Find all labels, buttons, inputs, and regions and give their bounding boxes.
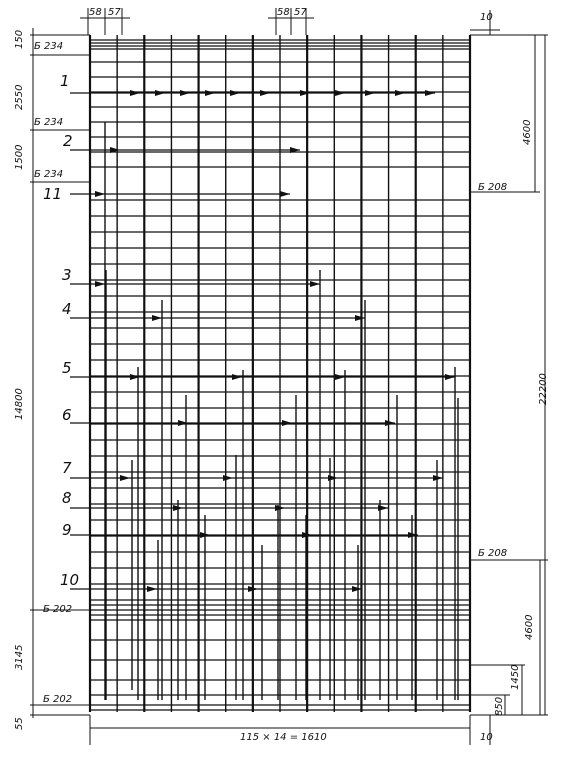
arrowhead <box>223 475 233 481</box>
callout-11: 11 <box>43 185 63 203</box>
arrowhead <box>230 90 240 96</box>
callout-4: 4 <box>62 300 72 318</box>
dim-left-1500: 1500 <box>14 144 25 170</box>
arrowhead <box>395 90 405 96</box>
dim-right-4600-bottom: 4600 <box>524 614 535 640</box>
arrowhead <box>95 281 105 287</box>
callout-2: 2 <box>63 132 73 150</box>
arrowhead <box>205 90 215 96</box>
callout-7: 7 <box>62 459 72 477</box>
arrowhead <box>120 475 130 481</box>
mark-b202-1: Б 202 <box>43 604 73 615</box>
arrowhead <box>147 586 157 592</box>
arrowhead <box>180 90 190 96</box>
mark-b208-2: Б 208 <box>478 548 508 559</box>
callout-10: 10 <box>60 571 80 589</box>
arrowhead <box>355 315 365 321</box>
arrowhead <box>335 90 345 96</box>
arrowhead <box>335 374 345 380</box>
dim-top-left-b: 57 <box>108 7 121 18</box>
arrowhead <box>445 374 455 380</box>
dim-bottom-total: 115 × 14 = 1610 <box>240 732 327 743</box>
arrowhead <box>282 420 292 426</box>
callout-6: 6 <box>62 406 72 424</box>
arrowhead <box>130 90 140 96</box>
dim-right-850: 850 <box>494 696 505 716</box>
dim-right-22200: 22200 <box>538 373 549 405</box>
arrowhead <box>232 374 242 380</box>
dim-left-55: 55 <box>14 717 25 730</box>
arrowhead <box>425 90 435 96</box>
callout-1: 1 <box>60 72 70 90</box>
dim-bottom-right: 10 <box>480 732 493 743</box>
arrowhead <box>280 191 290 197</box>
callout-3: 3 <box>62 266 72 284</box>
dim-right-1450: 1450 <box>510 664 521 690</box>
mark-b234-1: Б 234 <box>34 41 64 52</box>
dim-top-mid-b: 57 <box>294 7 307 18</box>
mark-b234-2: Б 234 <box>34 117 64 128</box>
arrowhead <box>152 315 162 321</box>
dim-left-2550: 2550 <box>14 84 25 110</box>
dim-right-4600-top: 4600 <box>522 119 533 145</box>
arrowhead <box>365 90 375 96</box>
arrowhead <box>328 475 338 481</box>
arrowhead <box>300 90 310 96</box>
dim-left-14800: 14800 <box>14 388 25 420</box>
arrowhead <box>433 475 443 481</box>
arrowhead <box>155 90 165 96</box>
callout-5: 5 <box>62 359 72 377</box>
dim-top-mid-a: 58 <box>277 7 290 18</box>
dim-top-right: 10 <box>480 12 493 23</box>
dim-left-3145: 3145 <box>14 644 25 670</box>
callout-9: 9 <box>62 521 72 539</box>
dim-top-left-a: 58 <box>89 7 102 18</box>
arrowhead <box>260 90 270 96</box>
mark-b208-1: Б 208 <box>478 182 508 193</box>
arrowhead <box>385 420 395 426</box>
dim-left-150: 150 <box>14 29 25 49</box>
mark-b202-2: Б 202 <box>43 694 73 705</box>
arrowhead <box>95 191 105 197</box>
arrowhead <box>378 505 388 511</box>
mark-b234-3: Б 234 <box>34 169 64 180</box>
callout-8: 8 <box>62 489 72 507</box>
arrowhead <box>310 281 320 287</box>
